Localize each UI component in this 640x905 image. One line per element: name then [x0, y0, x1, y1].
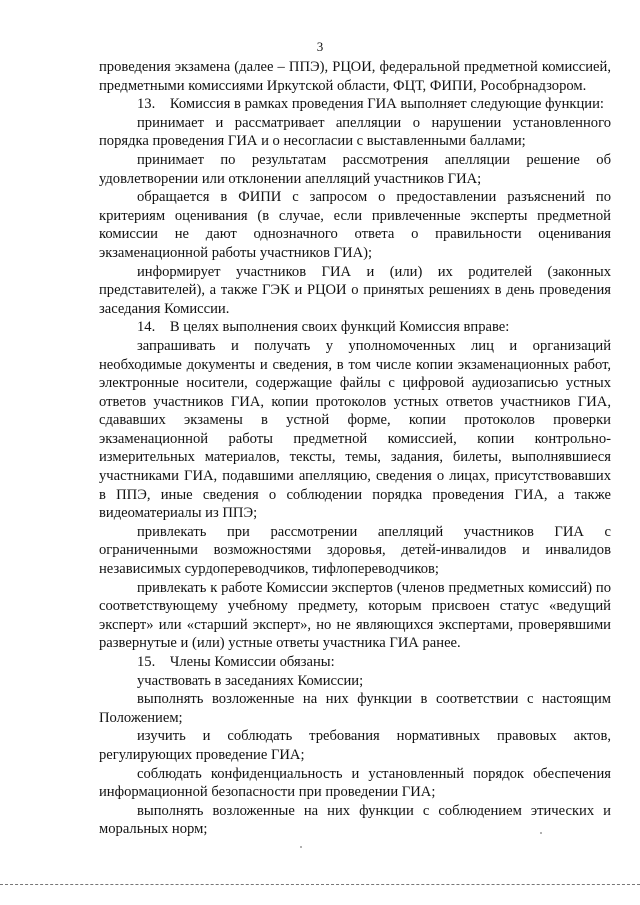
- paragraph: участвовать в заседаниях Комиссии;: [137, 672, 364, 689]
- paragraph: обращается в ФИПИ с запросом о предоставлении разъяснений по критериям оценивания (в случае, если привлеченные эксперты предметной комиссии не дают однозначного ответа о правильности оценивания экзаменационной работы участников ГИА);: [99, 189, 611, 261]
- scan-speck: [300, 846, 302, 848]
- paragraph: проведения экзамена (далее – ППЭ), РЦОИ, федеральной предметной комиссией, предметными комиссиями Иркутской области, ФЦТ, ФИПИ, Рособрнадзором.: [99, 59, 611, 94]
- paragraph: 15. Члены Комиссии обязаны:: [137, 654, 335, 670]
- paragraph: привлекать при рассмотрении апелляций участников ГИА с ограниченными возможностями здоровья, детей-инвалидов и инвалидов независимых сурдопереводчиков, тифлопереводчиков;: [99, 523, 611, 578]
- paragraph: выполнять возложенные на них функции в соответствии с настоящим Положением;: [99, 691, 611, 726]
- page-number: 3: [316, 39, 324, 54]
- paragraph: запрашивать и получать у уполномоченных лиц и организаций необходимые документы и сведения, в том числе копии экзаменационных работ, электронные носители, содержащие файлы с цифровой аудиозаписью устных ответов участников ГИА, копии протоколов устных ответов участников ГИА, сдававших экзамены в устной форме, копии протоколов проверки экзаменационной работы предметной комиссией, копии контрольно-измерительных материалов, тексты, темы, задания, билеты, выполнявшиеся участниками ГИА, подавшими апелляцию, сведения о лицах, присутствовавших в ППЭ, иные сведения о соблюдении порядка проведения ГИА, а также видеоматериалы из ППЭ;: [99, 337, 611, 522]
- document-body: [99, 58, 611, 839]
- paragraph: принимает по результатам рассмотрения апелляции решение об удовлетворении или отклонении апелляций участников ГИА;: [99, 151, 611, 187]
- scan-edge-line: [0, 884, 640, 885]
- scan-speck: [540, 832, 542, 834]
- paragraph: 13. Комиссия в рамках проведения ГИА выполняет следующие функции:: [137, 96, 604, 113]
- paragraph: 14. В целях выполнения своих функций Комиссия вправе:: [137, 319, 510, 336]
- paragraph: изучить и соблюдать требования нормативных правовых актов, регулирующих проведение ГИА;: [99, 728, 611, 763]
- paragraph: принимает и рассматривает апелляции о нарушении установленного порядка проведения ГИА и о несогласии с выставленными баллами;: [99, 114, 611, 150]
- paragraph: информирует участников ГИА и (или) их родителей (законных представителей), а также ГЭК и РЦОИ о принятых решениях в день проведения заседания Комиссии.: [99, 263, 611, 317]
- paragraph: соблюдать конфиденциальность и установленный порядок обеспечения информационной безопасности при проведении ГИА;: [99, 765, 611, 801]
- paragraph: привлекать к работе Комиссии экспертов (членов предметных комиссий) по соответствующему учебному предмету, которым присвоен статус «ведущий эксперт» или «старший эксперт», но не являющихся экспертами, проверявшими развернутые и (или) устные ответы участника ГИА ранее.: [99, 579, 611, 652]
- paragraph: выполнять возложенные на них функции с соблюдением этических и моральных норм;: [99, 802, 611, 838]
